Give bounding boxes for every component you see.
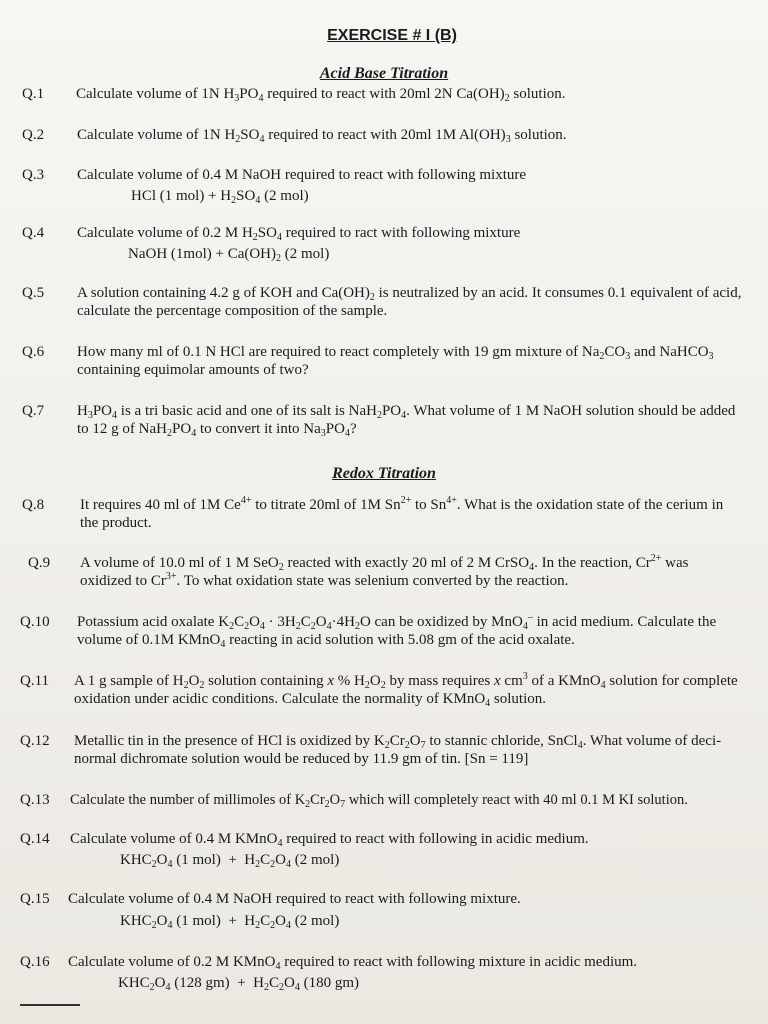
question-text: A solution containing 4.2 g of KOH and $Ca(OH)_2$ is neutralized by an acid. It consumes 0.1 equivalent of acid, calculate the percentage composition of the sample. [77,285,742,319]
question-number: Q.3 [22,167,45,183]
question-text: Calculate the number of millimoles of $K_2Cr_2O_7$ which will completely react with 40 ml 0.1 M KI solution. [70,792,688,810]
question-text: Calculate volume of 0.4 M NaOH required to react with following mixture [77,167,527,183]
question-text: Calculate volume of 0.2 M $H_2SO_4$ required to ract with following mixture [77,225,521,243]
question-3-equation: HCl (1 $mol) + H_2SO_4$ (2 mol) [131,188,309,206]
question-text: A volume of 10.0 ml of 1 M SeO$_2$ reacted with exactly 20 ml of 2 M CrSO$_4$. In the reaction, $Cr^{2+}$ was oxidized to $Cr^{3+}$. To what oxidation state was selenium converted by the reaction. [80,553,689,589]
question-number: Q.15 [20,891,50,907]
question-text: Calculate volume of 0.2 M KMnO$_4$ required to react with following mixture in acidic medium. [68,954,638,972]
question-text: $H_3PO_4$ is a tri basic acid and one of its salt is $NaH_2PO_4$. What volume of 1 M NaOH solution should be added to 12 g of $NaH_2PO_4$ to convert it into $Na_3PO_4$? [77,403,736,439]
question-14-equation: $KHC_2O_4$ (1 $mol) + H_2C_2O_4$ (2 mol) [120,852,340,870]
question-text: Metallic tin in the presence of HCl is oxidized by $K_2Cr_2O_7$ to stannic chloride, SnCl$_4$. What volume of deci-normal dichromate solution would be reduced by 11.9 gm of tin. [Sn = 119] [74,733,722,767]
question-4-equation: NaOH $(1mol) + Ca(OH)_2$ (2 mol) [128,246,330,264]
exercise-title: EXERCISE # I (B) [327,27,457,44]
question-number: Q.11 [20,673,50,689]
question-text: How many ml of 0.1 N HCl are required to react completely with 19 gm mixture of $Na_2CO_3$ and NaHCO$_3$ containing equimolar amounts of two? [77,344,714,378]
section-title-redox: Redox Titration [332,465,436,482]
question-number: Q.6 [22,344,45,360]
question-number: Q.12 [20,733,50,749]
question-number: Q.14 [20,831,50,847]
question-text: Calculate volume of 0.4 M NaOH required to react with following mixture. [68,891,521,907]
question-text: Calculate volume of 1N $H_2SO_4$ required to react with 20ml 1M $Al(OH)_3$ solution. [77,127,567,145]
question-number: Q.16 [20,954,50,970]
question-number: Q.2 [22,127,45,143]
question-number: Q.9 [28,555,51,571]
question-16-equation: $KHC_2O_4$ (128 $gm) + H_2C_2O_4$ (180 gm) [118,975,359,993]
question-text: A 1 g sample of $H_2O_2$ solution containing x % $H_2O_2$ by mass requires x $cm^3$ of a KMnO$_4$ solution for complete oxidation under acidic conditions. Calculate the normality of KMnO$_4$ solution. [74,671,738,709]
question-text: Calculate volume of 1N $H_3PO_4$ required to react with 20ml 2N $Ca(OH)_2$ solution. [76,86,566,104]
section-title-acid-base: Acid Base Titration [319,65,449,82]
question-number: Q.5 [22,285,45,301]
question-text: It requires 40 ml of 1M $Ce^{4+}$ to titrate 20ml of 1M $Sn^{2+}$ to $Sn^{4+}$. What is the oxidation state of the cerium in the product. [80,495,724,531]
question-text: Potassium acid oxalate $K_2C_2O_4 \cdot 3H_2C_2O_4\cdot 4H_2O$ can be oxidized by MnO$_4$– in acid medium. Calculate the volume of 0.1M KMnO$_4$ reacting in acid solution with 5.08 gm of the acid oxalate. [77,612,717,650]
question-15-equation: $KHC_2O_4$ (1 $mol) + H_2C_2O_4$ (2 mol) [120,913,340,931]
question-number: Q.1 [22,86,45,102]
question-number: Q.8 [22,497,45,513]
question-number: Q.10 [20,614,50,630]
footer-rule [20,1004,80,1006]
question-number: Q.13 [20,792,50,808]
question-text: Calculate volume of 0.4 M KMnO$_4$ required to react with following in acidic medium. [70,831,589,849]
question-number: Q.4 [22,225,45,241]
question-number: Q.7 [22,403,45,419]
